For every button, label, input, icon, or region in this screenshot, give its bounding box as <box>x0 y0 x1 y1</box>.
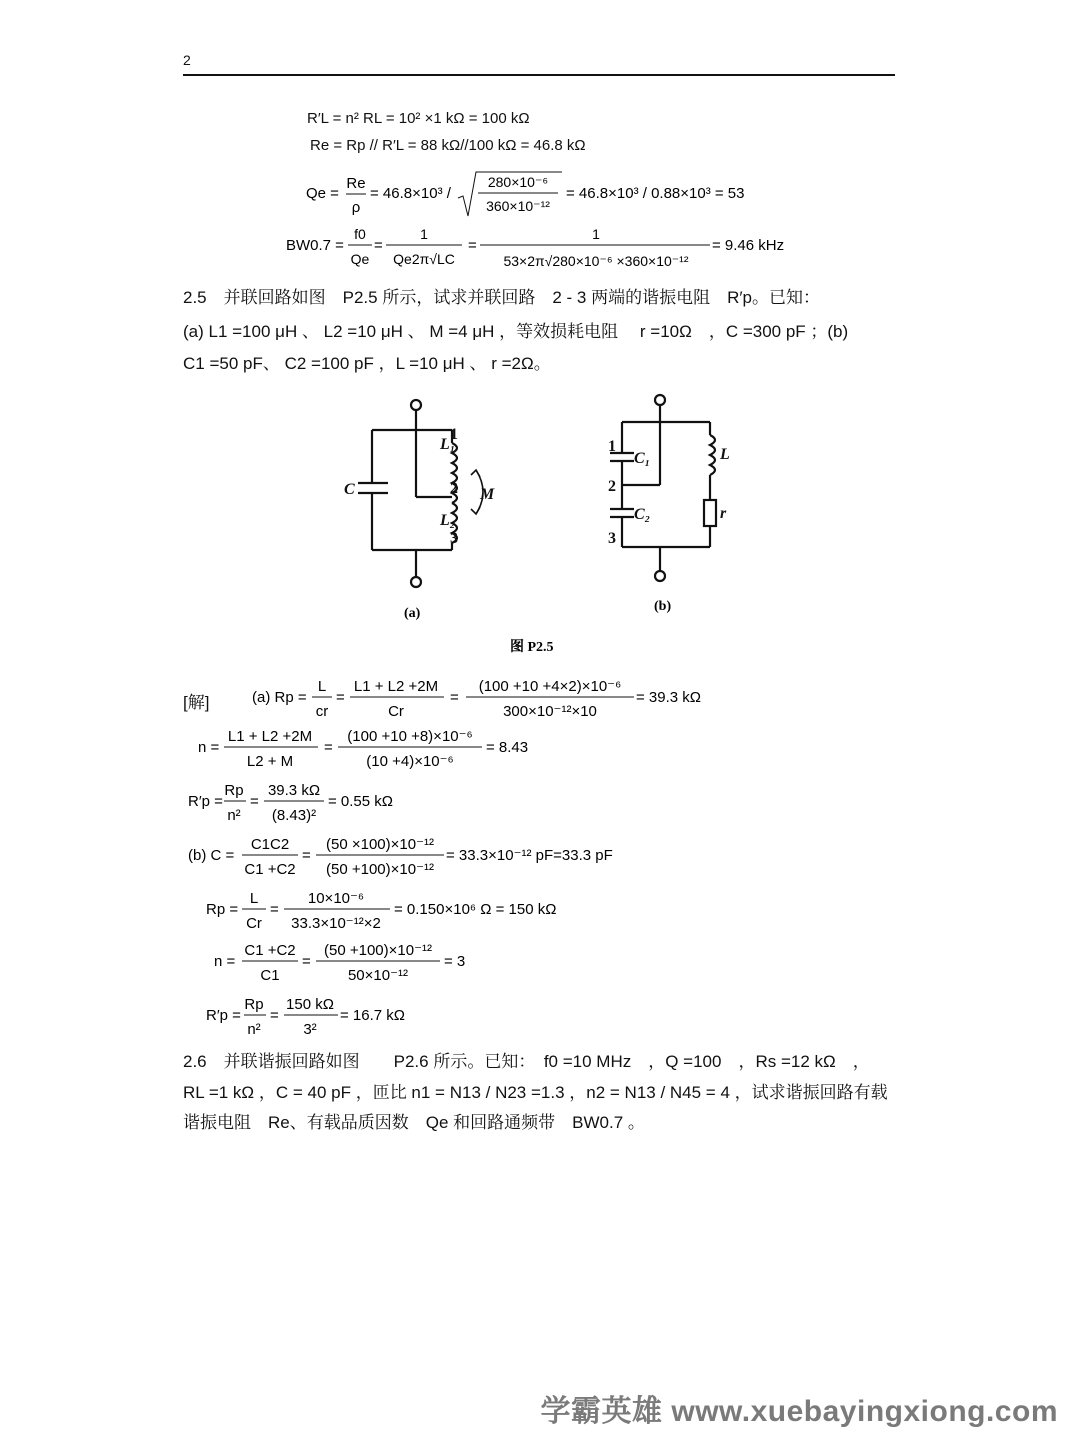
figure-caption: 图 P2.5 <box>510 640 554 655</box>
svg-text:C1 +C2: C1 +C2 <box>244 861 296 878</box>
eq-n <box>196 722 576 774</box>
svg-text:(50 ×100)×10⁻¹²: (50 ×100)×10⁻¹² <box>326 836 434 853</box>
svg-text:(10 +4)×10⁻⁶: (10 +4)×10⁻⁶ <box>366 753 454 770</box>
node-a-1: 1 <box>450 426 458 443</box>
resistor-r <box>704 500 716 526</box>
eq-bw-f3-num: 1 <box>592 226 600 242</box>
svg-text:n²: n² <box>227 807 241 824</box>
circuit-a <box>358 400 483 587</box>
eq-b-n <box>212 936 512 988</box>
eq-rl-prime: R′L = n² RL = 10² ×1 kΩ = 100 kΩ <box>307 110 530 127</box>
svg-text:L: L <box>249 890 259 907</box>
svg-text:C1C2: C1C2 <box>250 836 290 853</box>
eq-qe-root-num: 280×10⁻⁶ <box>487 174 549 190</box>
svg-text:= 39.3 kΩ: = 39.3 kΩ <box>636 689 702 706</box>
svg-text:Rp: Rp <box>244 996 264 1013</box>
eq-bw-f2-num: 1 <box>420 226 428 242</box>
svg-text:=: = <box>324 739 333 756</box>
svg-text:L1 + L2 +2M: L1 + L2 +2M <box>353 678 439 695</box>
node-a-3: 3 <box>450 530 458 547</box>
svg-text:=: = <box>336 689 345 706</box>
eq-qe-mid: = 46.8×10³ / <box>370 185 451 202</box>
eq-re: Re = Rp // R′L = 88 kΩ//100 kΩ = 46.8 kΩ <box>310 137 586 154</box>
page-number: 2 <box>183 52 191 68</box>
terminal-top-a <box>411 400 421 410</box>
svg-text:= 3: = 3 <box>444 953 466 970</box>
svg-text:C1: C1 <box>260 967 280 984</box>
figure-b-label: (b) <box>654 599 672 614</box>
svg-text:R′p =: R′p = <box>188 793 223 810</box>
svg-text:n =: n = <box>214 953 236 970</box>
eq-qe-lhs: Qe = <box>306 185 339 202</box>
svg-text:= 0.150×10⁶ Ω = 150 kΩ: = 0.150×10⁶ Ω = 150 kΩ <box>394 901 557 918</box>
label-r: r <box>720 505 727 522</box>
problem-2-6-line2: RL =1 kΩ ，C = 40 pF ，匝比 n1 = N13 / N23 =1.3 ，n2 = N13 / N45 = 4 ，试求谐振回路有载 <box>183 1083 888 1102</box>
svg-text:= 0.55 kΩ: = 0.55 kΩ <box>328 793 394 810</box>
problem-2-6-line1: 2.6 并联谐振回路如图 P2.6 所示。已知： f0 =10 MHz ，Q =100 ，Rs =12 kΩ ， <box>183 1052 870 1071</box>
eq-bw <box>282 222 802 274</box>
eq-qe-root-den: 360×10⁻¹² <box>486 198 550 214</box>
label-c2: C₂ <box>634 506 651 523</box>
inductor-l <box>710 435 715 475</box>
label-c1: C₁ <box>634 450 651 467</box>
eq-bw-lhs: BW0.7 = <box>286 237 344 254</box>
svg-text:n =: n = <box>198 739 220 756</box>
svg-text:Cr: Cr <box>246 915 262 932</box>
problem-2-6-line3: 谐振电阻 Re、有载品质因数 Qe 和回路通频带 BW0.7 。 <box>183 1113 645 1132</box>
eq-b-rp <box>204 884 624 936</box>
eq-qe-den: ρ <box>351 199 361 216</box>
watermark: 学霸英雄 www.xuebayingxiong.com <box>540 1395 1058 1428</box>
svg-text:=: = <box>270 901 279 918</box>
label-m: M <box>480 486 495 503</box>
svg-text:=: = <box>468 237 477 254</box>
svg-text:(100 +10 +8)×10⁻⁶: (100 +10 +8)×10⁻⁶ <box>347 728 473 745</box>
label-l: L <box>720 446 730 463</box>
svg-text:Rp: Rp <box>224 782 244 799</box>
svg-text:L: L <box>317 678 327 695</box>
node-a-2: 2 <box>450 480 458 497</box>
terminal-top-b <box>655 395 665 405</box>
svg-text:= 8.43: = 8.43 <box>486 739 529 756</box>
svg-text:(100 +10 +4×2)×10⁻⁶: (100 +10 +4×2)×10⁻⁶ <box>478 678 622 695</box>
svg-text:cr: cr <box>315 703 329 720</box>
svg-text:=: = <box>250 793 259 810</box>
svg-text:= 16.7 kΩ: = 16.7 kΩ <box>340 1007 406 1024</box>
svg-text:150 kΩ: 150 kΩ <box>286 996 334 1013</box>
svg-text:39.3 kΩ: 39.3 kΩ <box>267 782 321 799</box>
svg-text:3²: 3² <box>303 1021 317 1038</box>
svg-text:10×10⁻⁶: 10×10⁻⁶ <box>307 890 365 907</box>
svg-text:=: = <box>270 1007 279 1024</box>
label-c: C <box>344 481 355 498</box>
problem-2-5-line1: 2.5 并联回路如图 P2.5 所示，试求并联回路 2 - 3 两端的谐振电阻 R′p。已知： <box>183 288 820 307</box>
svg-text:R′p =: R′p = <box>206 1007 241 1024</box>
svg-text:=: = <box>450 689 459 706</box>
svg-text:(a) Rp =: (a) Rp = <box>252 689 307 706</box>
eq-bw-f2-den: Qe2π√LC <box>393 251 455 267</box>
problem-2-5-line3: C1 =50 pF、 C2 =100 pF ，L =10 μH 、 r =2Ω。 <box>183 354 551 373</box>
eq-bw-rhs: = 9.46 kHz <box>712 237 785 254</box>
eq-rp-prime-b <box>204 990 444 1042</box>
figure-p2-5 <box>330 385 730 660</box>
svg-text:Rp =: Rp = <box>206 901 239 918</box>
svg-text:C1 +C2: C1 +C2 <box>244 942 296 959</box>
node-b-1: 1 <box>608 438 616 455</box>
eq-b-c <box>186 830 646 882</box>
svg-text:Cr: Cr <box>388 703 404 720</box>
label-a-l2: L₂ <box>440 512 456 529</box>
terminal-bottom-a <box>411 577 421 587</box>
eq-bw-f1-den: Qe <box>350 251 370 267</box>
eq-bw-f3-den: 53×2π√280×10⁻⁶ ×360×10⁻¹² <box>503 253 689 269</box>
svg-text:50×10⁻¹²: 50×10⁻¹² <box>347 967 409 984</box>
svg-text:(b) C =: (b) C = <box>188 847 235 864</box>
eq-rp-prime-a <box>186 776 446 828</box>
svg-text:=: = <box>302 953 311 970</box>
eq-bw-f1-num: f0 <box>354 226 366 242</box>
svg-text:n²: n² <box>247 1021 261 1038</box>
svg-text:L2 + M: L2 + M <box>246 753 294 770</box>
svg-text:300×10⁻¹²×10: 300×10⁻¹²×10 <box>503 703 597 720</box>
problem-2-5-line2: (a) L1 =100 μH 、 L2 =10 μH 、 M =4 μH ，等效损耗电阻 r =10Ω ，C =300 pF ；(b) <box>183 322 849 341</box>
header-rule <box>183 74 895 76</box>
terminal-bottom-b <box>655 571 665 581</box>
svg-text:=: = <box>302 847 311 864</box>
eq-qe-rhs: = 46.8×10³ / 0.88×10³ = 53 <box>566 185 745 202</box>
svg-text:(8.43)²: (8.43)² <box>271 807 317 824</box>
label-a-l1: L₁ <box>440 436 456 453</box>
svg-text:(50 +100)×10⁻¹²: (50 +100)×10⁻¹² <box>324 942 432 959</box>
node-b-2: 2 <box>608 478 616 495</box>
node-b-3: 3 <box>608 530 616 547</box>
figure-a-label: (a) <box>404 606 421 621</box>
svg-text:33.3×10⁻¹²×2: 33.3×10⁻¹²×2 <box>291 915 381 932</box>
svg-text:=: = <box>374 237 383 254</box>
eq-qe-num: Re <box>346 175 366 192</box>
eq-a-rp <box>248 672 728 724</box>
svg-text:= 33.3×10⁻¹² pF=33.3 pF: = 33.3×10⁻¹² pF=33.3 pF <box>446 847 613 864</box>
eq-qe <box>300 168 770 220</box>
svg-text:L1 + L2 +2M: L1 + L2 +2M <box>227 728 313 745</box>
circuit-b <box>610 395 716 581</box>
svg-text:(50 +100)×10⁻¹²: (50 +100)×10⁻¹² <box>326 861 434 878</box>
solution-tag: [解] <box>183 693 210 712</box>
